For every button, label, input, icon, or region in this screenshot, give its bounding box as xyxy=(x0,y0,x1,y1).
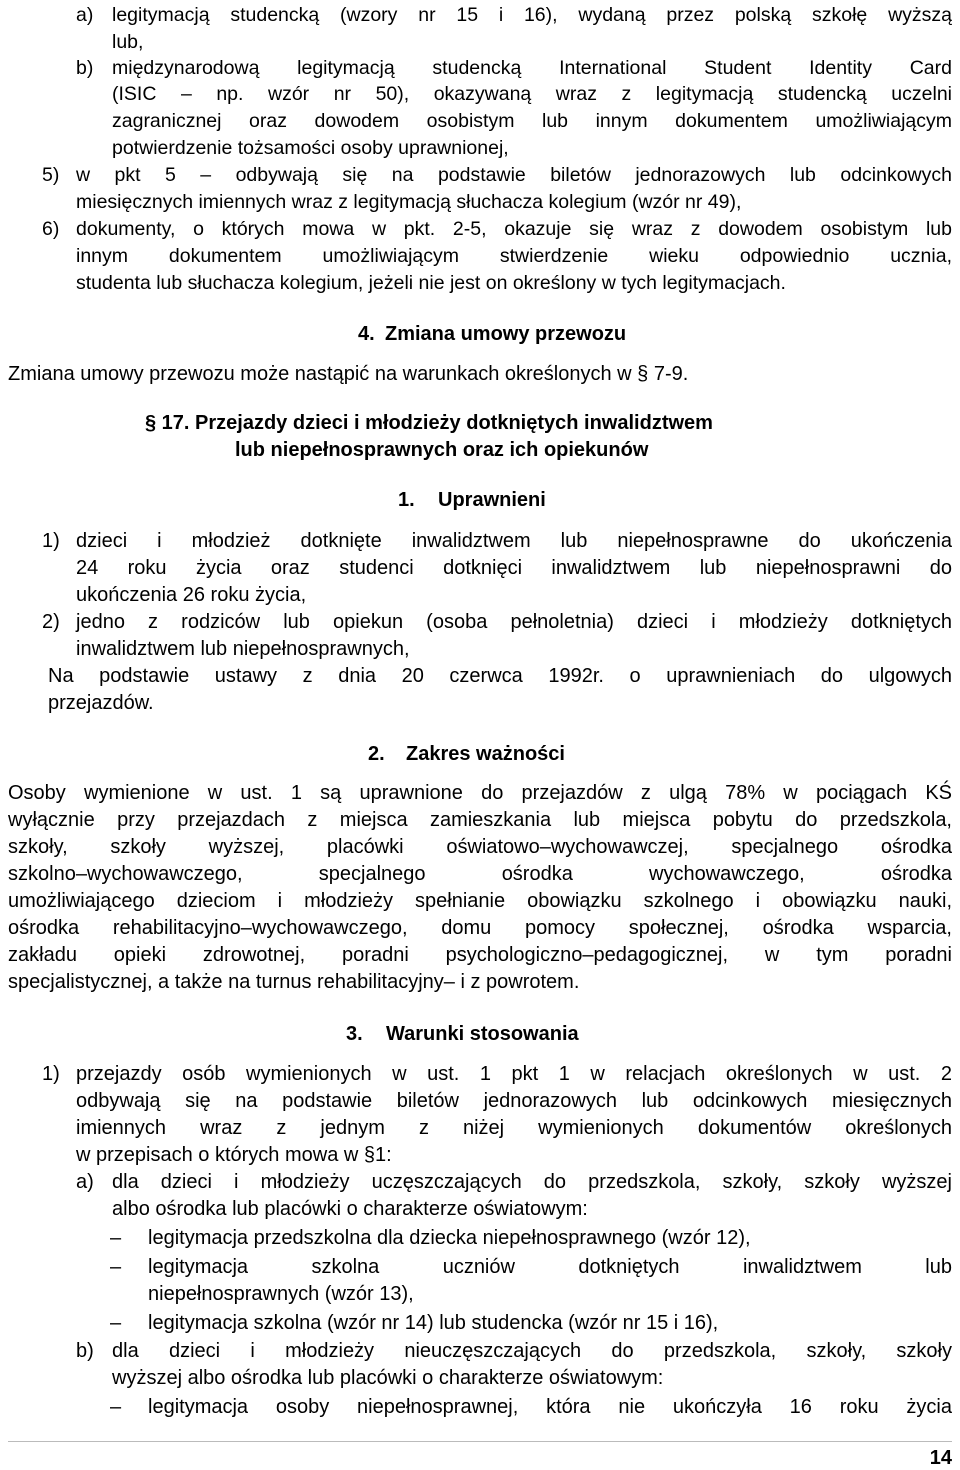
list-item-text: lub, xyxy=(112,31,144,53)
chapter-heading-line: lub niepełnosprawnych oraz ich opiekunów xyxy=(235,439,649,461)
list-item-text: dla dzieci i młodzieży nieuczęszczających do przedszkola, szkoły, szkoły xyxy=(112,1340,952,1362)
dash-bullet: – xyxy=(110,1312,122,1334)
list-item-text: niepełnosprawnych (wzór 13), xyxy=(148,1283,414,1305)
list-label: a) xyxy=(76,1171,94,1193)
list-item-text: wyższej albo ośrodka lub placówki o charakterze oświatowym: xyxy=(112,1367,664,1389)
section-title: Zakres ważności xyxy=(406,743,565,765)
list-item-text: legitymacja szkolna uczniów dotkniętych inwalidztwem lub xyxy=(148,1256,952,1278)
section-number: 3. xyxy=(346,1023,363,1045)
paragraph-line: zakładu opieki zdrowotnej, poradni psychologiczno–pedagogicznej, w tym poradni xyxy=(8,944,952,966)
list-label: b) xyxy=(76,1340,94,1362)
list-item-text: dla dzieci i młodzieży uczęszczających do przedszkola, szkoły, szkoły wyższej xyxy=(112,1171,952,1193)
section-title: Warunki stosowania xyxy=(386,1023,579,1045)
section-title: Uprawnieni xyxy=(438,489,546,511)
list-label: a) xyxy=(76,4,94,26)
paragraph: Zmiana umowy przewozu może nastąpić na warunkach określonych w § 7-9. xyxy=(8,363,689,385)
list-item-text: legitymacja osoby niepełnosprawnej, która nie ukończyła 16 roku życia xyxy=(148,1396,952,1418)
chapter-heading-line: § 17. Przejazdy dzieci i młodzieży dotkniętych inwalidztwem xyxy=(145,412,713,434)
section-number: 4. xyxy=(358,323,375,345)
paragraph-line: Osoby wymienione w ust. 1 są uprawnione do przejazdów z ulgą 78% w pociągach KŚ xyxy=(8,782,952,804)
dash-bullet: – xyxy=(110,1396,122,1418)
list-item-text: (ISIC – np. wzór nr 50), okazywaną wraz z legitymacją studencką uczelni xyxy=(112,83,952,105)
paragraph: przejazdów. xyxy=(48,692,154,714)
list-item-text: jedno z rodziców lub opiekun (osoba pełnoletnia) dzieci i młodzieży dotkniętych xyxy=(76,611,952,633)
list-item-text: imiennych wraz z jednym z niżej wymienionych dokumentów określonych xyxy=(76,1117,952,1139)
list-label: b) xyxy=(76,57,94,79)
section-title: Zmiana umowy przewozu xyxy=(385,323,627,345)
list-item-text: albo ośrodka lub placówki o charakterze oświatowym: xyxy=(112,1198,588,1220)
list-item-text: w przepisach o których mowa w §1: xyxy=(76,1144,392,1166)
list-item-text: legitymacja przedszkolna dla dziecka niepełnosprawnego (wzór 12), xyxy=(148,1227,751,1249)
paragraph: Na podstawie ustawy z dnia 20 czerwca 1992r. o uprawnieniach do ulgowych xyxy=(48,665,952,687)
list-item-text: zagranicznej oraz dowodem osobistym lub innym dokumentem umożliwiającym xyxy=(112,110,952,132)
paragraph-line: umożliwiającego dzieciom i młodzieży spełnianie obowiązku szkolnego i obowiązku nauki, xyxy=(8,890,952,912)
list-label: 5) xyxy=(42,164,60,186)
footer-divider xyxy=(8,1441,952,1442)
list-label: 6) xyxy=(42,218,60,240)
paragraph-line: szkoły, szkoły wyższej, placówki oświatowo–wychowawczej, specjalnego ośrodka xyxy=(8,836,952,858)
list-item-text: odbywają się na podstawie biletów jednorazowych lub odcinkowych miesięcznych xyxy=(76,1090,952,1112)
list-item-text: legitymacja szkolna (wzór nr 14) lub studencka (wzór nr 15 i 16), xyxy=(148,1312,719,1334)
paragraph-line: wyłącznie przy przejazdach z miejsca zamieszkania lub miejsca pobytu do przedszkola, xyxy=(8,809,952,831)
list-item-text: studenta lub słuchacza kolegium, jeżeli nie jest on określony w tych legitymacjach. xyxy=(76,272,786,294)
list-item-text: dokumenty, o których mowa w pkt. 2-5, okazuje się wraz z dowodem osobistym lub xyxy=(76,218,952,240)
section-number: 2. xyxy=(368,743,385,765)
section-number: 1. xyxy=(398,489,415,511)
list-item-text: legitymacją studencką (wzory nr 15 i 16), wydaną przez polską szkołę wyższą xyxy=(112,4,952,26)
list-item-text: 24 roku życia oraz studenci dotknięci inwalidztwem lub niepełnosprawni do xyxy=(76,557,952,579)
list-item-text: miesięcznych imiennych wraz z legitymacją słuchacza kolegium (wzór nr 49), xyxy=(76,191,742,213)
list-label: 1) xyxy=(42,1063,60,1085)
list-label: 1) xyxy=(42,530,60,552)
list-item-text: ukończenia 26 roku życia, xyxy=(76,584,307,606)
dash-bullet: – xyxy=(110,1256,122,1278)
list-item-text: dzieci i młodzież dotknięte inwalidztwem lub niepełnosprawne do ukończenia xyxy=(76,530,952,552)
list-item-text: potwierdzenie tożsamości osoby uprawnionej, xyxy=(112,137,509,159)
dash-bullet: – xyxy=(110,1227,122,1249)
list-item-text: w pkt 5 – odbywają się na podstawie biletów jednorazowych lub odcinkowych xyxy=(76,164,952,186)
paragraph-line: ośrodka rehabilitacyjno–wychowawczego, domu pomocy społecznej, ośrodka wsparcia, xyxy=(8,917,952,939)
list-item-text: inwalidztwem lub niepełnosprawnych, xyxy=(76,638,410,660)
list-item-text: przejazdy osób wymienionych w ust. 1 pkt 1 w relacjach określonych w ust. 2 xyxy=(76,1063,952,1085)
list-label: 2) xyxy=(42,611,60,633)
paragraph-line: szkolno–wychowawczego, specjalnego ośrodka wychowawczego, ośrodka xyxy=(8,863,952,885)
paragraph-line: specjalistycznej, a także na turnus rehabilitacyjny– i z powrotem. xyxy=(8,971,580,993)
list-item-text: innym dokumentem umożliwiającym stwierdzenie wieku odpowiednio ucznia, xyxy=(76,245,952,267)
list-item-text: międzynarodową legitymacją studencką International Student Identity Card xyxy=(112,57,952,79)
page-number: 14 xyxy=(929,1447,952,1469)
